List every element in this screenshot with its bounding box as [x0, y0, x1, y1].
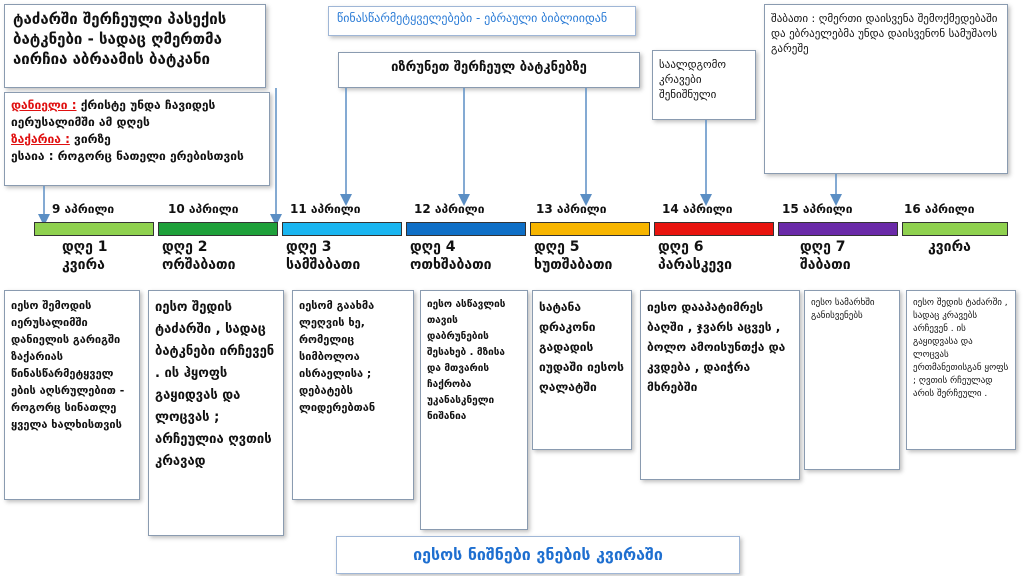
source-heading: წინასწარმეტყველებები - ებრაული ბიბლიიდან: [328, 6, 636, 36]
day1-date: 9 აპრილი: [52, 202, 115, 216]
day5-date: 13 აპრილი: [536, 202, 607, 216]
day7-date: 15 აპრილი: [782, 202, 853, 216]
day4-description: იესო ასწავლის თავის დაბრუნების შესახებ . მზისა და მთვარის ჩაქრობა უკანასკნელი ნიშანია: [420, 290, 528, 530]
day6-name: დღე 6 პარასკევი: [658, 239, 733, 273]
day7-description: იესო სამარხში განისვენებს: [804, 290, 900, 470]
day8-name: კვირა: [928, 239, 971, 255]
footer-title: იესოს ნიშნები ვნების კვირაში: [336, 536, 740, 574]
day8-bar: [902, 222, 1008, 236]
page-title: ტაძარში შერჩეული პასექის ბატკნები - სადაც ღმერთმა აირჩია აბრაამის ბატკანი: [4, 4, 266, 88]
day8-description: იესო შედის ტაძარში , სადაც კრავებს არჩევენ . ის გაყიდვასა და ლოცვას ერთმანეთისგან ყოფს ; ღვთის რჩეულად არის შერჩეული .: [906, 290, 1016, 450]
day1-name: დღე 1 კვირა: [62, 239, 108, 273]
day5-bar: [530, 222, 650, 236]
day3-date: 11 აპრილი: [290, 202, 361, 216]
prophecy-zechariah-text: ვირზე: [69, 132, 111, 146]
return-note: იზრუნეთ შერჩეულ ბატკნებზე: [338, 52, 640, 88]
day5-description: სატანა დრაკონი გადადის იუდაში იესოს ღალატში: [532, 290, 632, 450]
day8-date: 16 აპრილი: [904, 202, 975, 216]
day5-name: დღე 5 ხუთშაბათი: [534, 239, 613, 273]
day1-bar: [34, 222, 154, 236]
day7-name: დღე 7 შაბათი: [800, 239, 851, 273]
prophecy-daniel-label: დანიელი :: [11, 98, 77, 112]
prophecy-zechariah-label: ზაქარია :: [11, 132, 70, 146]
day3-bar: [282, 222, 402, 236]
prophecy-isaiah: ესაია : როგორც ნათელი ერებისთვის: [11, 149, 244, 163]
day1-description: იესო შემოდის იერუსალიმში დანიელის გარიგში ზაქარიას წინასწარმეტყველ ების აღსრულებით - როგორც სინათლე ყველა ხალხისთვის: [4, 290, 140, 500]
prophecy-box: [4, 92, 270, 186]
day6-bar: [654, 222, 774, 236]
prophecy-daniel-text: ქრისტე უნდა ჩავიდეს იერუსალიმში ამ დღეს: [11, 98, 216, 129]
day4-date: 12 აპრილი: [414, 202, 485, 216]
day2-bar: [158, 222, 278, 236]
day6-description: იესო დააპატიმრეს ბაღში , ჯვარს აცვეს , ბოლო ამოისუნთქა და კვდება , დაიჭრა მხრებში: [640, 290, 800, 480]
day4-name: დღე 4 ოთხშაბათი: [410, 239, 492, 273]
resurrect-note: საალდგომო კრავები შენიშნული: [652, 50, 756, 120]
day7-bar: [778, 222, 898, 236]
day2-date: 10 აპრილი: [168, 202, 239, 216]
day3-name: დღე 3 სამშაბათი: [286, 239, 361, 273]
day4-bar: [406, 222, 526, 236]
day3-description: იესომ გაახმა ლეღვის ხე, რომელიც სიმბოლოა ისრაელისა ; დებატებს ლიდერებთან: [292, 290, 414, 500]
day2-description: იესო შედის ტაძარში , სადაც ბატკნები ირჩევენ . ის ჰყოფს გაყიდვას და ლოცვას ; არჩეულია ღვთის კრავად: [148, 290, 284, 536]
shabbat-note: შაბათი : ღმერთი დაისვენა შემოქმედებაში და ებრაელებმა უნდა დაისვენონ სამუშაოს გარეშე: [764, 4, 1008, 174]
day2-name: დღე 2 ორშაბათი: [162, 239, 236, 273]
day6-date: 14 აპრილი: [662, 202, 733, 216]
